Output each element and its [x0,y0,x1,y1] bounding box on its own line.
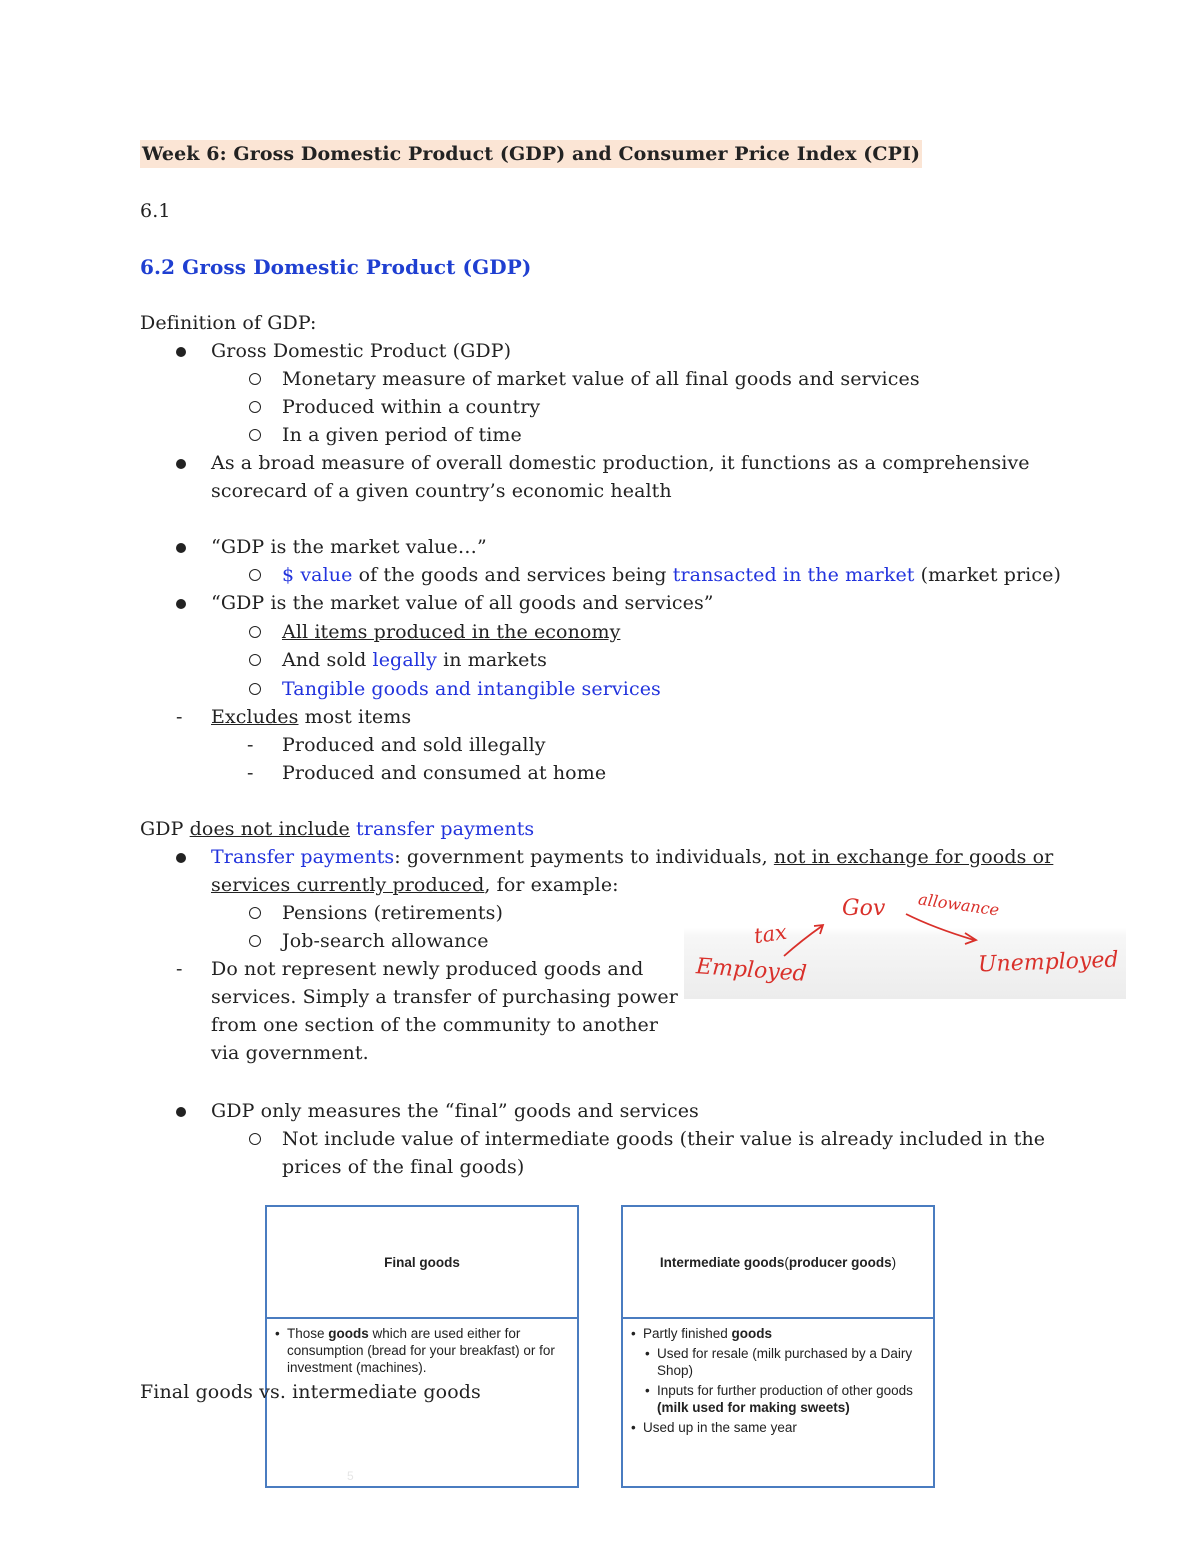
def-sub-3: In a given period of time [282,424,522,446]
circle-bullet-icon [249,907,261,919]
transfer-bullet-line-2: services currently produced, for example: [211,874,619,896]
bullet-icon [176,853,186,863]
definition-label: Definition of GDP: [140,312,317,334]
def-sub-1: Monetary measure of market value of all final goods and services [282,368,920,390]
transfer-dash-line-3: from one section of the community to another [211,1014,659,1036]
quote-2-sub-3: Tangible goods and intangible services [282,678,661,700]
circle-bullet-icon [249,654,261,666]
circle-bullet-icon [249,373,261,385]
excludes-line: Excludes most items [211,706,412,728]
list-item: • Partly finished goods [631,1325,925,1342]
def-bullet-2-line-2: scorecard of a given country’s economic health [211,480,672,502]
list-item: • Used up in the same year [631,1419,925,1436]
quote-1-sub: $ value of the goods and services being transacted in the market (market price) [282,564,1061,586]
bullet-icon [176,599,186,609]
dash-bullet: - [247,762,254,784]
bullet-icon [176,1107,186,1117]
circle-bullet-icon [249,626,261,638]
dash-bullet: - [247,734,254,756]
bullet-icon [176,459,186,469]
transfer-dash-line-1: Do not represent newly produced goods and [211,958,644,980]
circle-bullet-icon [249,1133,261,1145]
final-sub-line-2: prices of the final goods) [282,1156,525,1178]
intermediate-goods-box-title: Intermediate goods ( producer goods ) [623,1207,933,1319]
circle-bullet-icon [249,683,261,695]
intermediate-goods-box [621,1205,935,1488]
def-sub-2: Produced within a country [282,396,541,418]
transfer-heading: GDP does not include transfer payments [140,818,535,840]
quote-2-sub-2: And sold legally in markets [282,649,547,671]
transfer-bullet-line-1: Transfer payments: government payments to individuals, not in exchange for goods or [211,846,1054,868]
hw-allowance: allowance [917,889,1001,920]
quote-2-sub-1: All items produced in the economy [282,621,621,643]
dash-bullet: - [176,958,183,980]
hw-gov: Gov [842,896,886,921]
transfer-dash-line-4: via government. [211,1042,369,1064]
hw-unemployed: Unemployed [977,947,1119,978]
def-bullet-2-line-1: As a broad measure of overall domestic production, it functions as a comprehensive [211,452,1030,474]
circle-bullet-icon [249,401,261,413]
list-item: • Used for resale (milk purchased by a Dairy Shop) [645,1345,925,1379]
excludes-sub-1: Produced and sold illegally [282,734,546,756]
circle-bullet-icon [249,569,261,581]
final-goods-box [265,1205,579,1488]
bullet-icon [176,347,186,357]
excludes-sub-2: Produced and consumed at home [282,762,607,784]
intermediate-goods-box-body [631,1325,925,1439]
final-bullet: GDP only measures the “final” goods and services [211,1100,699,1122]
list-item: • Inputs for further production of other goods (milk used for making sweets) [645,1382,925,1416]
list-item: • Those goods which are used either for consumption (bread for your breakfast) or for investment (machines). [275,1325,569,1376]
hw-employed: Employed [695,954,808,987]
document-title: Week 6: Gross Domestic Product (GDP) and Consumer Price Index (CPI) [140,140,922,168]
final-sub-line-1: Not include value of intermediate goods (their value is already included in the [282,1128,1046,1150]
final-goods-box-title: Final goods [267,1207,577,1319]
def-bullet-1: Gross Domestic Product (GDP) [211,340,512,362]
transfer-dash-line-2: services. Simply a transfer of purchasing power [211,986,678,1008]
dash-bullet: - [176,706,183,728]
hw-tax: tax [752,919,789,949]
section-6-1: 6.1 [140,200,171,222]
section-heading-gdp: 6.2 Gross Domestic Product (GDP) [140,255,532,279]
final-vs-intermediate-caption: Final goods vs. intermediate goods [140,1381,481,1403]
circle-bullet-icon [249,935,261,947]
quote-2: “GDP is the market value of all goods and services” [211,592,714,614]
faint-page-number: 5 [347,1469,354,1483]
circle-bullet-icon [249,429,261,441]
bullet-icon [176,543,186,553]
quote-1: “GDP is the market value…” [211,536,487,558]
transfer-sub-2: Job-search allowance [282,930,489,952]
transfer-sub-1: Pensions (retirements) [282,902,503,924]
final-goods-box-body [275,1325,569,1379]
